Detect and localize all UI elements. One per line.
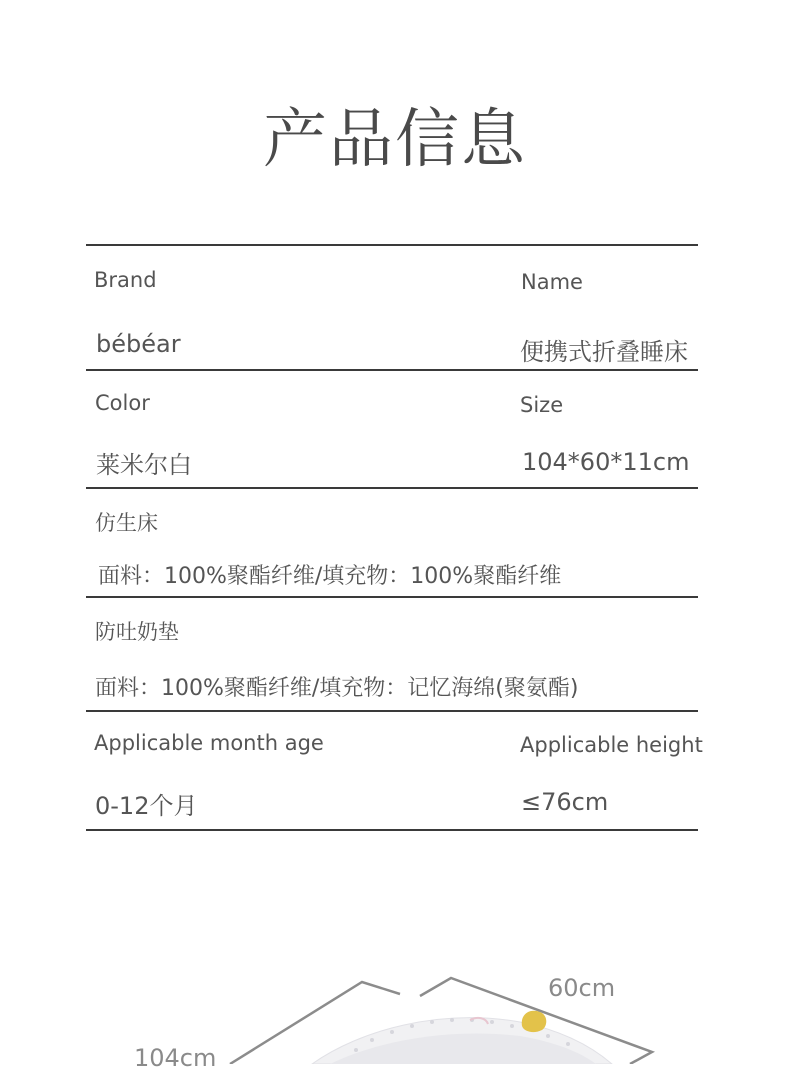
product-figure	[0, 940, 790, 1064]
color-value: 莱米尔白	[96, 451, 192, 479]
mat-label: 防吐奶垫	[95, 620, 179, 644]
height-value: ≤76cm	[521, 788, 609, 816]
width-dimension-label: 60cm	[548, 974, 616, 1002]
height-label: Applicable height	[520, 733, 703, 757]
row-divider	[86, 487, 698, 489]
bed-value: 面料：100%聚酯纤维/填充物：100%聚酯纤维	[98, 564, 562, 589]
table-top-rule	[86, 244, 698, 246]
page-title: 产品信息	[263, 103, 527, 177]
length-dimension-label: 104cm	[134, 1044, 217, 1072]
row-divider	[86, 710, 698, 712]
row-divider	[86, 369, 698, 371]
table-bottom-rule	[86, 829, 698, 831]
brand-value: bébéar	[96, 330, 181, 358]
size-value: 104*60*11cm	[522, 448, 690, 476]
row-divider	[86, 596, 698, 598]
name-value: 便携式折叠睡床	[520, 338, 688, 366]
size-label: Size	[520, 393, 564, 417]
yellow-toy	[522, 1011, 547, 1032]
age-value: 0-12个月	[95, 792, 198, 820]
bed-label: 仿生床	[95, 511, 158, 535]
brand-label: Brand	[94, 268, 157, 292]
age-label: Applicable month age	[94, 731, 324, 755]
color-label: Color	[95, 391, 150, 415]
name-label: Name	[521, 270, 583, 294]
mat-value: 面料：100%聚酯纤维/填充物：记忆海绵(聚氨酯)	[95, 676, 579, 701]
